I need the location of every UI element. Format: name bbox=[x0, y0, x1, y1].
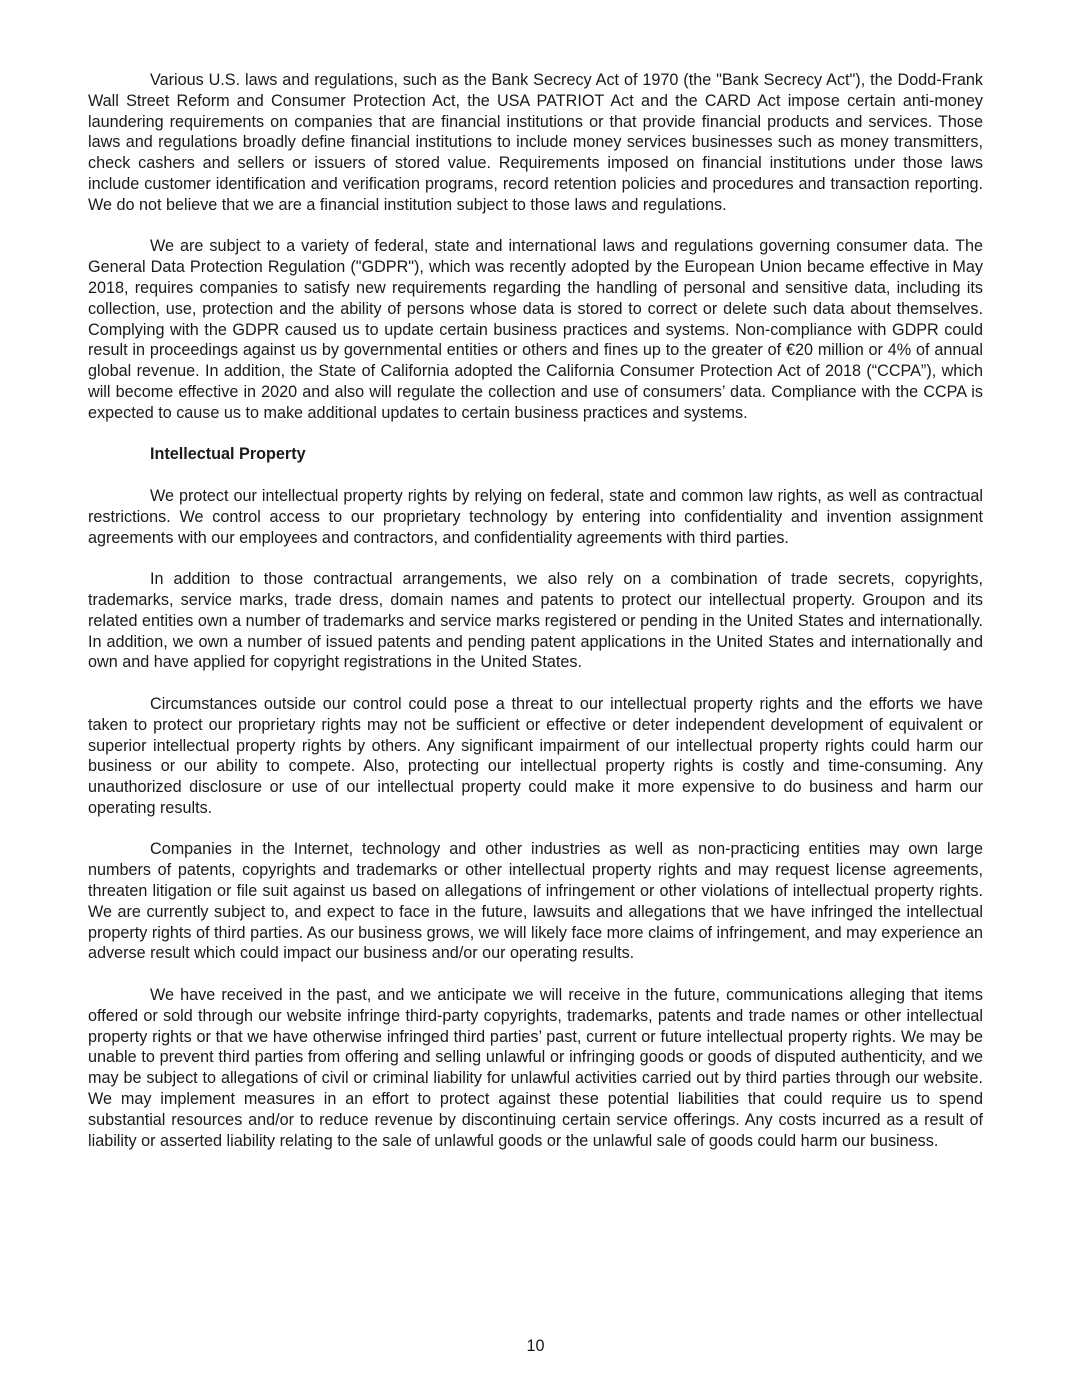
document-page bbox=[88, 70, 983, 1172]
paragraph-ip-litigation: Companies in the Internet, technology and other industries as well as non-practicing entities may own large numbers of patents, copyrights and trademarks or other intellectual property rights and may request license agreements, threaten litigation or file suit against us based on allegations of infringement or other violations of intellectual property rights. We are currently subject to, and expect to face in the future, lawsuits and allegations that we have infringed the intellectual property rights of third parties. As our business grows, we will likely face more claims of infringement, and may experience an adverse result which could impact our business and/or our operating results. bbox=[88, 840, 983, 963]
paragraph-aml-laws: Various U.S. laws and regulations, such as the Bank Secrecy Act of 1970 (the "Bank Secrecy Act"), the Dodd-Frank Wall Street Reform and Consumer Protection Act, the USA PATRIOT Act and the CARD Act impose certain anti-money laundering requirements on companies that are financial institutions or that provide financial products and services. Those laws and regulations broadly define financial institutions to include money services businesses such as money transmitters, check cashers and sellers or issuers of stored value. Requirements imposed on financial institutions under those laws include customer identification and verification programs, record retention policies and procedures and transaction reporting. We do not believe that we are a financial institution subject to those laws and regulations. bbox=[88, 71, 983, 214]
paragraph-ip-protection: We protect our intellectual property rights by relying on federal, state and common law rights, as well as contractual restrictions. We control access to our proprietary technology by entering into confidentiality and invention assignment agreements with our employees and contractors, and confidentiality agreements with third parties. bbox=[88, 486, 983, 547]
page-number: 10 bbox=[526, 1337, 545, 1355]
paragraph-consumer-data: We are subject to a variety of federal, state and international laws and regulations governing consumer data. The General Data Protection Regulation ("GDPR"), which was recently adopted by the European Union became effective in May 2018, requires companies to satisfy new requirements regarding the handling of personal and sensitive data, including its collection, use, protection and the ability of persons whose data is stored to correct or delete such data about themselves. Complying with the GDPR caused us to update certain business practices and systems. Non-compliance with GDPR could result in proceedings against us by governmental entities or others and fines up to the greater of €20 million or 4% of annual global revenue. In addition, the State of California adopted the California Consumer Protection Act of 2018 (“CCPA”), which will become effective in 2020 and also will regulate the collection and use of consumers’ data. Compliance with the CCPA is expected to cause us to make additional updates to certain business practices and systems. bbox=[88, 237, 983, 422]
paragraph-ip-threats: Circumstances outside our control could pose a threat to our intellectual property rights and the efforts we have taken to protect our proprietary rights may not be sufficient or effective or deter independent development of equivalent or superior intellectual property rights by others. Any significant impairment of our intellectual property rights could harm our business or our ability to compete. Also, protecting our intellectual property rights is costly and time-consuming. Any unauthorized disclosure or use of our intellectual property could make it more expensive to do business and harm our operating results. bbox=[88, 694, 983, 817]
section-heading-intellectual-property: Intellectual Property bbox=[150, 445, 306, 464]
paragraph-ip-infringement-claims: We have received in the past, and we anticipate we will receive in the future, communications alleging that items offered or sold through our website infringe third-party copyrights, trademarks, patents and trade names or other intellectual property rights or that we have otherwise infringed third parties’ past, current or future intellectual property rights. We may be unable to prevent third parties from offering and selling unlawful or infringing goods or goods of disputed authenticity, and we may be subject to allegations of civil or criminal liability for unlawful activities carried out by third parties through our website. We may implement measures in an effort to protect against these potential liabilities that could require us to spend substantial resources and/or to reduce revenue by discontinuing certain service offerings. Any costs incurred as a result of liability or asserted liability relating to the sale of unlawful goods or the unlawful sale of goods could harm our business. bbox=[88, 986, 983, 1150]
paragraph-ip-trademarks: In addition to those contractual arrangements, we also rely on a combination of trade secrets, copyrights, trademarks, service marks, trade dress, domain names and patents to protect our intellectual property. Groupon and its related entities own a number of trademarks and service marks registered or pending in the United States and internationally. In addition, we own a number of issued patents and pending patent applications in the United States and internationally and own and have applied for copyright registrations in the United States. bbox=[88, 570, 983, 672]
